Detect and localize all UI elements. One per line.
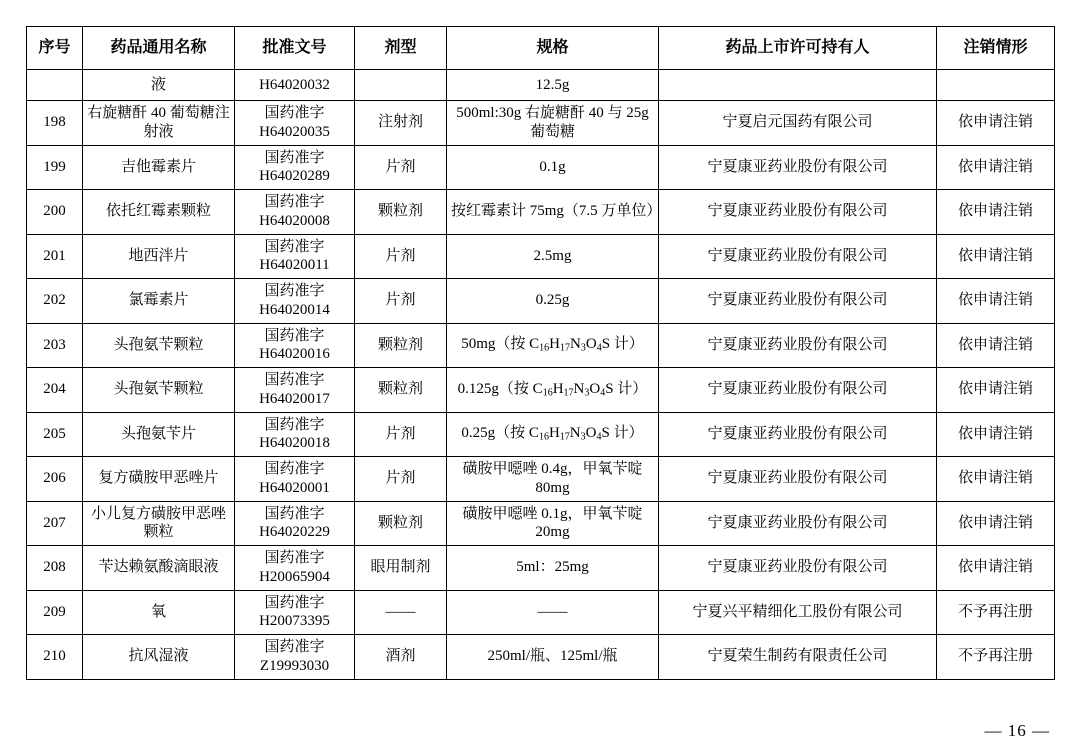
cell-approval-number: 国药准字H20073395 [235,590,355,635]
cell-specification: 2.5mg [447,234,659,279]
cell-index: 204 [27,368,83,413]
cell-license-holder: 宁夏荣生制药有限责任公司 [659,635,937,680]
table-row [27,145,1055,190]
cell-specification: 0.25g（按 $C_{16}H_{17}N_3O_4S$ 计） [447,412,659,457]
cell-license-holder: 宁夏康亚药业股份有限公司 [659,368,937,413]
cell-license-holder: 宁夏康亚药业股份有限公司 [659,279,937,324]
cell-specification: 0.25g [447,279,659,324]
cell-index: 199 [27,145,83,190]
cell-approval-number: 国药准字H64020008 [235,190,355,235]
table-row [27,590,1055,635]
drug-registration-table [26,26,1055,680]
cell-approval-number: 国药准字H20065904 [235,546,355,591]
table-row [27,70,1055,101]
cell-license-holder: 宁夏兴平精细化工股份有限公司 [659,590,937,635]
cell-approval-number: 国药准字H64020035 [235,101,355,146]
cell-license-holder: 宁夏康亚药业股份有限公司 [659,457,937,502]
cell-specification: 50mg（按 $C_{16}H_{17}N_3O_4S$ 计） [447,323,659,368]
cell-cancellation-status: 依申请注销 [937,145,1055,190]
cell-cancellation-status: 依申请注销 [937,412,1055,457]
cell-specification: 0.1g [447,145,659,190]
cell-dosage-form: 眼用制剂 [355,546,447,591]
cell-cancellation-status: 依申请注销 [937,190,1055,235]
cell-index: 209 [27,590,83,635]
drug-registration-table-container [26,26,1054,680]
cell-dosage-form: 颗粒剂 [355,323,447,368]
cell-dosage-form: 片剂 [355,234,447,279]
cell-approval-number: 国药准字H64020289 [235,145,355,190]
cell-dosage-form: 片剂 [355,145,447,190]
cell-license-holder: 宁夏康亚药业股份有限公司 [659,234,937,279]
cell-cancellation-status: 依申请注销 [937,457,1055,502]
table-header-row [27,27,1055,70]
cell-cancellation-status [937,70,1055,101]
cell-drug-name: 氧 [83,590,235,635]
cell-license-holder: 宁夏康亚药业股份有限公司 [659,190,937,235]
table-row [27,501,1055,546]
cell-license-holder: 宁夏康亚药业股份有限公司 [659,501,937,546]
cell-drug-name: 右旋糖酐 40 葡萄糖注射液 [83,101,235,146]
cell-approval-number: 国药准字H64020016 [235,323,355,368]
cell-dosage-form [355,70,447,101]
cell-specification: 12.5g [447,70,659,101]
cell-drug-name: 吉他霉素片 [83,145,235,190]
cell-dosage-form: 酒剂 [355,635,447,680]
table-body [27,70,1055,680]
table-row [27,234,1055,279]
cell-cancellation-status: 依申请注销 [937,546,1055,591]
cell-specification: 磺胺甲噁唑 0.4g，甲氧苄啶 80mg [447,457,659,502]
cell-license-holder: 宁夏启元国药有限公司 [659,101,937,146]
cell-cancellation-status: 依申请注销 [937,279,1055,324]
cell-index: 205 [27,412,83,457]
table-row [27,190,1055,235]
table-row [27,101,1055,146]
cell-specification: 5ml：25mg [447,546,659,591]
column-header-specification: 规格 [447,27,659,70]
cell-approval-number: 国药准字H64020014 [235,279,355,324]
cell-drug-name: 地西泮片 [83,234,235,279]
cell-approval-number: 国药准字H64020011 [235,234,355,279]
table-row [27,457,1055,502]
table-row [27,412,1055,457]
cell-drug-name: 头孢氨苄颗粒 [83,368,235,413]
cell-dosage-form: 颗粒剂 [355,190,447,235]
cell-drug-name: 苄达赖氨酸滴眼液 [83,546,235,591]
cell-index: 203 [27,323,83,368]
cell-drug-name: 液 [83,70,235,101]
column-header-approval-number: 批准文号 [235,27,355,70]
cell-approval-number: 国药准字H64020001 [235,457,355,502]
cell-approval-number: 国药准字H64020018 [235,412,355,457]
cell-license-holder: 宁夏康亚药业股份有限公司 [659,412,937,457]
column-header-index: 序号 [27,27,83,70]
cell-specification: 0.125g（按 $C_{16}H_{17}N_3O_4S$ 计） [447,368,659,413]
page-number: — 16 — [984,721,1050,740]
cell-approval-number: 国药准字Z19993030 [235,635,355,680]
cell-index: 198 [27,101,83,146]
cell-index [27,70,83,101]
cell-index: 208 [27,546,83,591]
cell-cancellation-status: 依申请注销 [937,501,1055,546]
cell-dosage-form: —— [355,590,447,635]
cell-index: 206 [27,457,83,502]
cell-approval-number: 国药准字H64020229 [235,501,355,546]
cell-index: 202 [27,279,83,324]
cell-specification: 按红霉素计 75mg（7.5 万单位） [447,190,659,235]
cell-cancellation-status: 依申请注销 [937,323,1055,368]
cell-drug-name: 依托红霉素颗粒 [83,190,235,235]
cell-specification: 250ml/瓶、125ml/瓶 [447,635,659,680]
cell-drug-name: 头孢氨苄片 [83,412,235,457]
cell-license-holder: 宁夏康亚药业股份有限公司 [659,323,937,368]
cell-index: 210 [27,635,83,680]
cell-dosage-form: 颗粒剂 [355,368,447,413]
cell-index: 201 [27,234,83,279]
cell-license-holder: 宁夏康亚药业股份有限公司 [659,145,937,190]
cell-approval-number: H64020032 [235,70,355,101]
cell-dosage-form: 片剂 [355,279,447,324]
cell-specification: 500ml:30g 右旋糖酐 40 与 25g 葡萄糖 [447,101,659,146]
cell-cancellation-status: 依申请注销 [937,368,1055,413]
cell-dosage-form: 片剂 [355,412,447,457]
cell-index: 207 [27,501,83,546]
table-header [27,27,1055,70]
table-row [27,323,1055,368]
cell-drug-name: 氯霉素片 [83,279,235,324]
cell-drug-name: 小儿复方磺胺甲恶唑颗粒 [83,501,235,546]
table-row [27,546,1055,591]
cell-dosage-form: 注射剂 [355,101,447,146]
column-header-dosage-form: 剂型 [355,27,447,70]
cell-license-holder [659,70,937,101]
cell-index: 200 [27,190,83,235]
cell-approval-number: 国药准字H64020017 [235,368,355,413]
cell-dosage-form: 片剂 [355,457,447,502]
cell-cancellation-status: 不予再注册 [937,635,1055,680]
cell-specification: —— [447,590,659,635]
cell-cancellation-status: 不予再注册 [937,590,1055,635]
table-row [27,368,1055,413]
cell-specification: 磺胺甲噁唑 0.1g，甲氧苄啶 20mg [447,501,659,546]
cell-cancellation-status: 依申请注销 [937,101,1055,146]
table-row [27,279,1055,324]
column-header-license-holder: 药品上市许可持有人 [659,27,937,70]
table-row [27,635,1055,680]
cell-drug-name: 抗风湿液 [83,635,235,680]
cell-dosage-form: 颗粒剂 [355,501,447,546]
cell-drug-name: 头孢氨苄颗粒 [83,323,235,368]
cell-license-holder: 宁夏康亚药业股份有限公司 [659,546,937,591]
column-header-drug-name: 药品通用名称 [83,27,235,70]
cell-cancellation-status: 依申请注销 [937,234,1055,279]
cell-drug-name: 复方磺胺甲恶唑片 [83,457,235,502]
column-header-cancellation-status: 注销情形 [937,27,1055,70]
